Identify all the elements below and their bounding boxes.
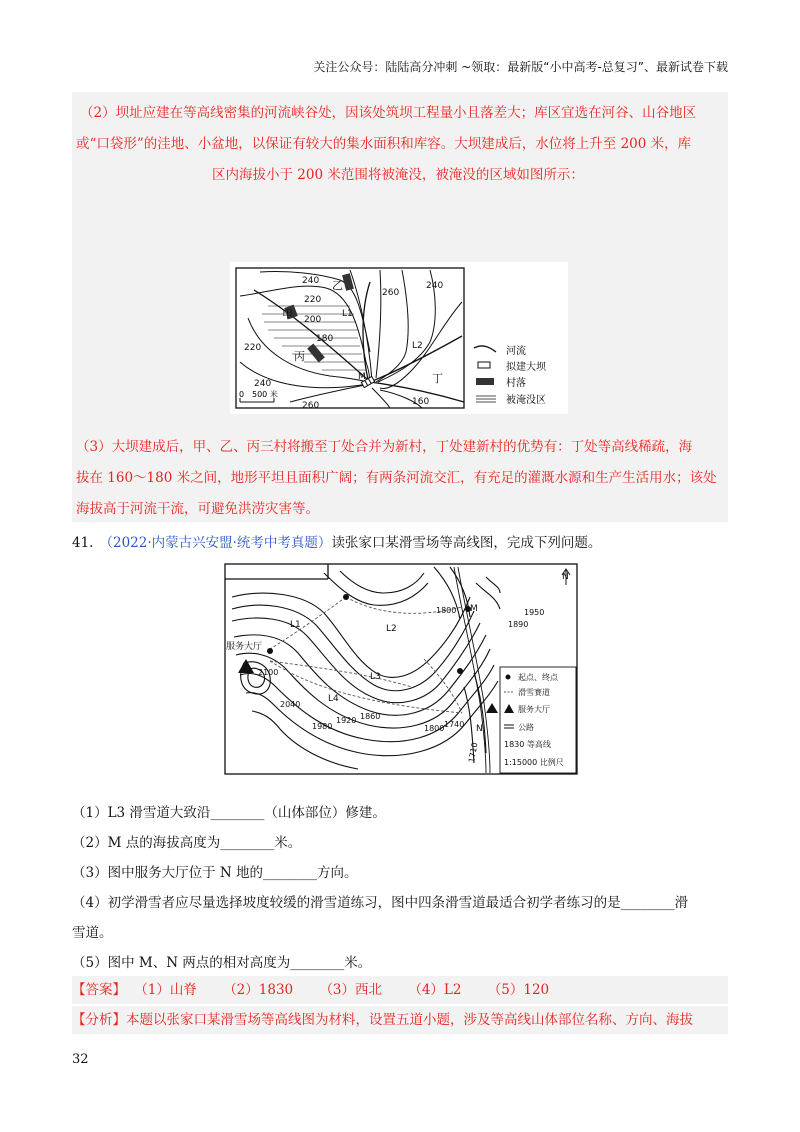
legend-dam: 拟建大坝 <box>506 362 546 373</box>
contour-1980: 1980 <box>312 722 333 731</box>
q41-question-4: （4）初学滑雪者应尽量选择坡度较缓的滑雪道练习，图中四条滑雪道最适合初学者练习的是________滑 <box>72 895 689 911</box>
label-jia: 甲 <box>282 308 293 321</box>
label-l2: L2 <box>412 341 423 351</box>
answer-block-q40 <box>72 92 728 522</box>
legend-hall: 服务大厅 <box>518 705 550 714</box>
contour-2100: 2100 <box>258 668 279 677</box>
contour-1800b: 1800 <box>436 606 457 615</box>
contour-220b: 220 <box>244 343 262 353</box>
scale-zero: 0 <box>239 390 245 399</box>
answer-4: （4）L2 <box>408 982 462 998</box>
q41-question-3: （3）图中服务大厅位于 N 地的________方向。 <box>72 865 358 881</box>
analysis-label: 【分析】 <box>72 1012 126 1028</box>
answer-2: （2）1830 <box>223 982 294 998</box>
label-service-hall: 服务大厅 <box>226 642 263 652</box>
label-l3: L3 <box>370 672 381 682</box>
contour-180: 180 <box>316 334 334 344</box>
contour-240b: 240 <box>254 379 272 389</box>
label-m: M <box>470 604 478 614</box>
legend-start-end: 起点、终点 <box>518 673 558 682</box>
q41-source: （2022·内蒙古兴安盟·统考中考真题） <box>99 535 332 551</box>
page-header: 关注公众号：陆陆高分冲刺 ~领取：最新版“小中高考-总复习”、最新试卷下载 <box>313 60 728 74</box>
answer-label: 【答案】 <box>72 982 126 998</box>
contour-200: 200 <box>304 315 322 325</box>
contour-1740: 1740 <box>444 720 465 729</box>
contour-1710: 1710 <box>467 741 480 764</box>
scale-label: 500 米 <box>252 390 278 399</box>
legend-village: 村落 <box>506 378 526 389</box>
contour-1860: 1860 <box>360 712 381 721</box>
legend-flooded: 被淹没区 <box>506 395 546 406</box>
legend-scale: 1:15000 比例尺 <box>504 758 564 767</box>
reservoir-map <box>230 262 568 414</box>
q41-intro: 读张家口某滑雪场等高线图，完成下列问题。 <box>331 535 602 551</box>
q41-number: 41. <box>72 535 94 551</box>
part3-line3: 海拔高于河流干流，可避免洪涝灾害等。 <box>76 501 319 517</box>
contour-1890: 1890 <box>508 620 529 629</box>
part2-line1: （2）坝址应建在等高线密集的河流峡谷处，因该处筑坝工程量小且落差大；库区宜选在河谷、山谷地区 <box>80 105 697 121</box>
q41-question-4-cont: 雪道。 <box>72 925 113 941</box>
contour-1800a: 1800 <box>424 724 445 733</box>
q41-question-5: （5）图中 M、N 两点的相对高度为________米。 <box>72 955 372 971</box>
page-number: 32 <box>72 1052 89 1067</box>
contour-240a: 240 <box>302 276 320 286</box>
contour-260b: 260 <box>302 401 320 411</box>
label-yi: 乙 <box>332 279 343 292</box>
part3-line2: 拔在 160～180 米之间，地形平坦且面积广阔；有两条河流交汇，有充足的灌溉水源和生产生活用水；该处 <box>76 470 717 486</box>
contour-260a: 260 <box>382 288 400 298</box>
contour-2040: 2040 <box>280 700 301 709</box>
answer-5: （5）120 <box>487 982 550 998</box>
answer-3: （3）西北 <box>319 982 383 998</box>
q41-question-2: （2）M 点的海拔高度为________米。 <box>72 835 302 851</box>
label-l4: L4 <box>328 694 339 704</box>
label-l2: L2 <box>386 624 397 634</box>
legend-run: 滑雪赛道 <box>518 688 550 697</box>
contour-160: 160 <box>412 397 430 407</box>
north-label: N <box>562 572 569 582</box>
analysis-text: 本题以张家口某滑雪场等高线图为材料，设置五道小题，涉及等高线山体部位名称、方向、海拔 <box>126 1012 693 1028</box>
label-bing: 丙 <box>294 350 305 363</box>
contour-220a: 220 <box>304 295 322 305</box>
label-n: N <box>476 724 483 734</box>
part2-line3: 区内海拔小于 200 米范围将被淹没，被淹没的区域如图所示： <box>212 167 584 183</box>
label-l1: L1 <box>290 620 301 630</box>
contour-1920: 1920 <box>336 716 357 725</box>
contour-240c: 240 <box>426 281 444 291</box>
part2-line2: 或“口袋形”的洼地、小盆地，以保证有较大的集水面积和库容。大坝建成后，水位将上升至 200 米，库 <box>76 136 692 152</box>
label-m: M <box>358 372 366 382</box>
label-l1: L1 <box>342 309 353 319</box>
answer-bar <box>72 976 728 1004</box>
legend-road: 公路 <box>518 723 534 732</box>
analysis-bar <box>72 1006 728 1034</box>
contour-1950: 1950 <box>524 608 545 617</box>
legend-river: 河流 <box>506 346 526 357</box>
part3-line1: （3）大坝建成后，甲、乙、丙三村将搬至丁处合并为新村，丁处建新村的优势有：丁处等高线稀疏，海 <box>76 439 693 455</box>
legend-contour: 1830 等高线 <box>504 740 551 749</box>
q41-heading <box>72 528 728 558</box>
q41-question-1: （1）L3 滑雪道大致沿________（山体部位）修建。 <box>72 805 386 821</box>
ski-resort-map <box>224 563 578 775</box>
answer-1: （1）山脊 <box>134 982 197 998</box>
label-ding: 丁 <box>432 372 443 385</box>
